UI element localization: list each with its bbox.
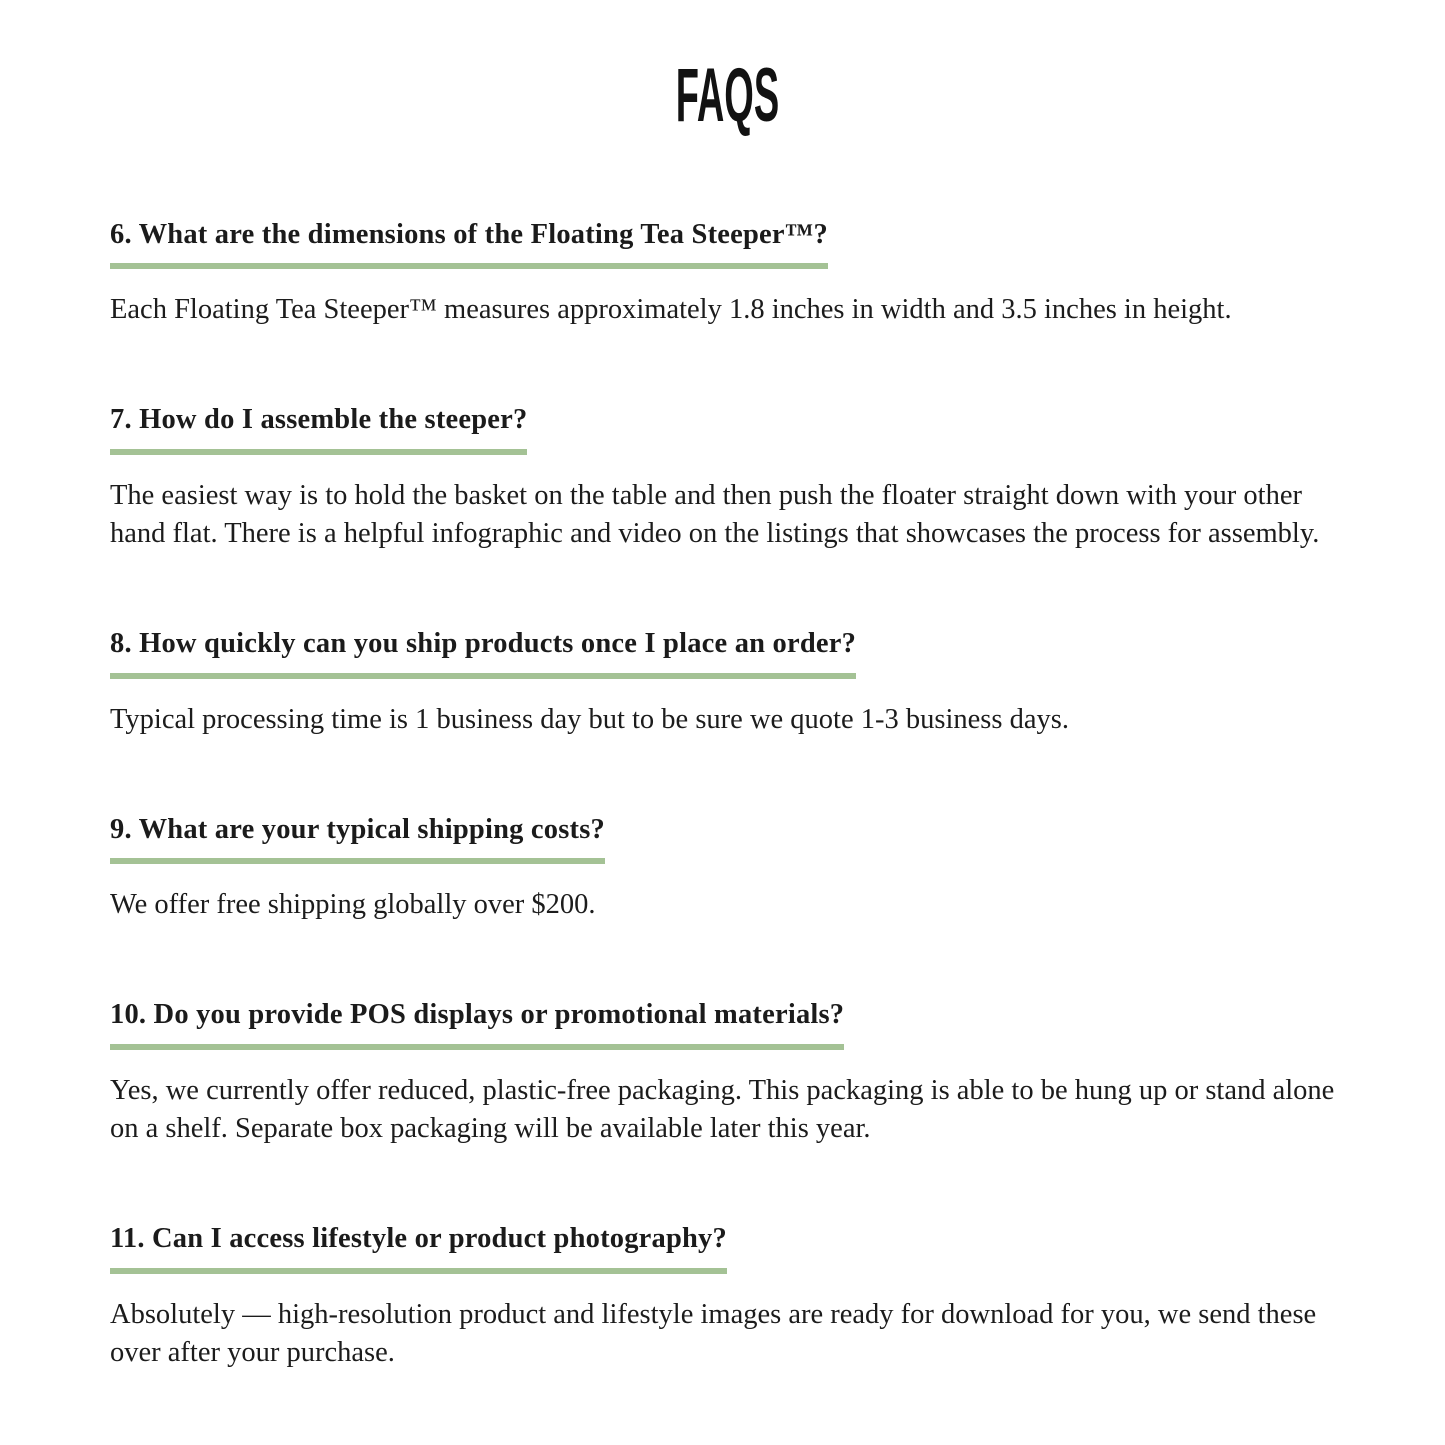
faq-item <box>110 813 1345 925</box>
faq-question: 7. How do I assemble the steeper? <box>110 403 527 455</box>
page-title-wrap <box>110 53 1345 138</box>
faq-question: 6. What are the dimensions of the Floating Tea Steeper™? <box>110 218 828 270</box>
faq-answer: We offer free shipping globally over $200. <box>110 889 596 921</box>
faq-question: 8. How quickly can you ship products once I place an order? <box>110 627 856 679</box>
page-title: FAQS <box>675 53 780 138</box>
faq-item <box>110 403 1345 553</box>
faq-question: 10. Do you provide POS displays or promotional materials? <box>110 998 844 1050</box>
faq-item <box>110 1222 1345 1372</box>
faq-item <box>110 627 1345 739</box>
faq-answer: Each Floating Tea Steeper™ measures approximately 1.8 inches in width and 3.5 inches in height. <box>110 294 1232 326</box>
faq-answer: The easiest way is to hold the basket on the table and then push the floater straight down with your other hand flat. There is a helpful infographic and video on the listings that showcases the process for assembly. <box>110 480 1320 550</box>
faq-list <box>110 218 1345 1372</box>
faq-answer: Yes, we currently offer reduced, plastic-free packaging. This packaging is able to be hung up or stand alone on a shelf. Separate box packaging will be available later this year. <box>110 1074 1335 1144</box>
faq-answer: Typical processing time is 1 business day but to be sure we quote 1-3 business days. <box>110 703 1069 735</box>
faq-item <box>110 218 1345 330</box>
faq-item <box>110 998 1345 1148</box>
faq-question: 11. Can I access lifestyle or product photography? <box>110 1222 727 1274</box>
faq-answer: Absolutely — high-resolution product and lifestyle images are ready for download for you, we send these over after your purchase. <box>110 1298 1317 1368</box>
faq-question: 9. What are your typical shipping costs? <box>110 813 605 865</box>
